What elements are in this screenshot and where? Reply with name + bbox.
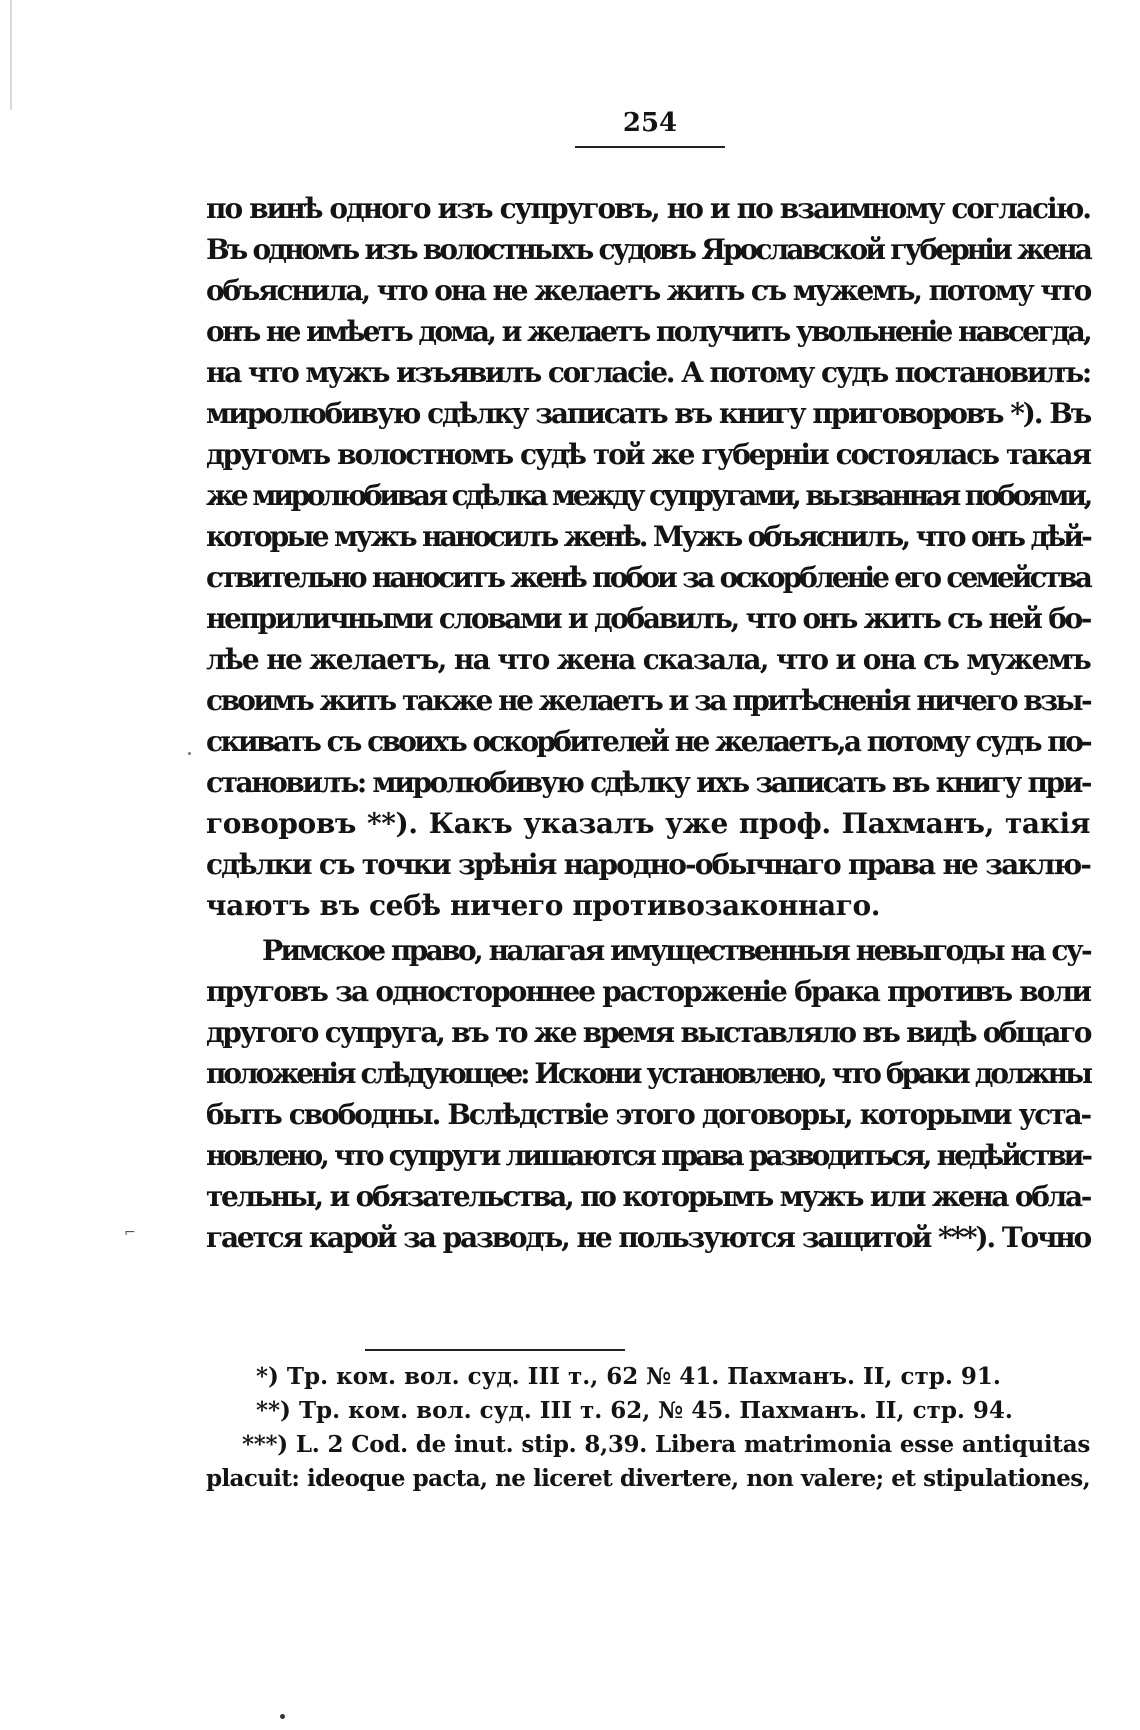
text-line: гается карой за разводъ, не пользуются защитой ***). Точно <box>206 1221 1090 1254</box>
text-line: говоровъ **). Какъ указалъ уже проф. Пахманъ, такія <box>206 807 1090 840</box>
text-line: другомъ волостномъ судѣ той же губерніи состоялась такая <box>206 438 1090 471</box>
text-line: Въ одномъ изъ волостныхъ судовъ Ярославской губерніи жена <box>206 233 1090 266</box>
main-text <box>206 188 1090 1258</box>
text-line: быть свободны. Вслѣдствіе этого договоры, которыми уста- <box>206 1098 1090 1131</box>
text-line: положенія слѣдующее: Искони установлено, что браки должны <box>206 1057 1090 1090</box>
footnote-1: *) Тр. ком. вол. суд. III т., 62 № 41. Пахманъ. II, стр. 91. <box>256 1363 1001 1390</box>
text-line: миролюбивую сдѣлку записать въ книгу приговоровъ *). Въ <box>206 397 1090 430</box>
footnote-3: ***) L. 2 Cod. de inut. stip. 8,39. Libera matrimonia esse antiquitas <box>242 1431 1090 1458</box>
text-line: же миролюбивая сдѣлка между супругами, вызванная побоями, <box>206 479 1090 512</box>
text-line: онъ не имѣетъ дома, и желаетъ получить увольненіе навсегда, <box>206 315 1090 348</box>
text-line: которые мужъ наносилъ женѣ. Мужъ объяснилъ, что онъ дѣй- <box>206 520 1090 553</box>
page-number: 254 <box>622 108 678 138</box>
footnote-3-continued: placuit: ideoque pacta, ne liceret divertere, non valere; et stipulationes, <box>206 1465 1090 1492</box>
text-line: неприличными словами и добавилъ, что онъ жить съ ней бо- <box>206 602 1090 635</box>
text-line: новлено, что супруги лишаются права разводиться, недѣйстви- <box>206 1139 1090 1172</box>
text-line: пруговъ за одностороннее расторженіе брака противъ воли <box>206 975 1090 1008</box>
footnote-2: **) Тр. ком. вол. суд. III т. 62, № 45. Пахманъ. II, стр. 94. <box>256 1397 1013 1424</box>
text-line: на что мужъ изъявилъ согласіе. А потому судъ постановилъ: <box>206 356 1090 389</box>
scan-margin-line <box>10 0 12 110</box>
margin-pencil-mark: ⌐ <box>124 1225 136 1241</box>
text-line: Римское право, налагая имущественныя невыгоды на су- <box>262 934 1090 967</box>
footnotes <box>206 1360 1090 1496</box>
text-line: скивать съ своихъ оскорбителей не желаетъ,а потому судъ по- <box>206 725 1090 758</box>
text-line: сдѣлки съ точки зрѣнія народно-обычнаго права не заклю- <box>206 848 1090 881</box>
text-line: становилъ: миролюбивую сдѣлку ихъ записать въ книгу при- <box>206 766 1090 799</box>
text-line: чаютъ въ себѣ ничего противозаконнаго. <box>206 889 881 922</box>
text-line: ствительно наноситъ женѣ побои за оскорбленіе его семейства <box>206 561 1090 594</box>
scan-speck <box>280 1714 285 1719</box>
footnote-rule <box>365 1349 625 1351</box>
scan-speck <box>188 752 191 755</box>
text-line: по винѣ одного изъ супруговъ, но и по взаимному согласію. <box>206 192 1090 225</box>
text-line: тельны, и обязательства, по которымъ мужъ или жена обла- <box>206 1180 1090 1213</box>
page-number-rule <box>575 146 725 148</box>
text-line: объяснила, что она не желаетъ жить съ мужемъ, потому что <box>206 274 1090 307</box>
text-line: лѣе не желаетъ, на что жена сказала, что и она съ мужемъ <box>206 643 1090 676</box>
text-line: другого супруга, въ то же время выставляло въ видѣ общаго <box>206 1016 1090 1049</box>
text-line: своимъ жить также не желаетъ и за притѣсненія ничего взы- <box>206 684 1090 717</box>
